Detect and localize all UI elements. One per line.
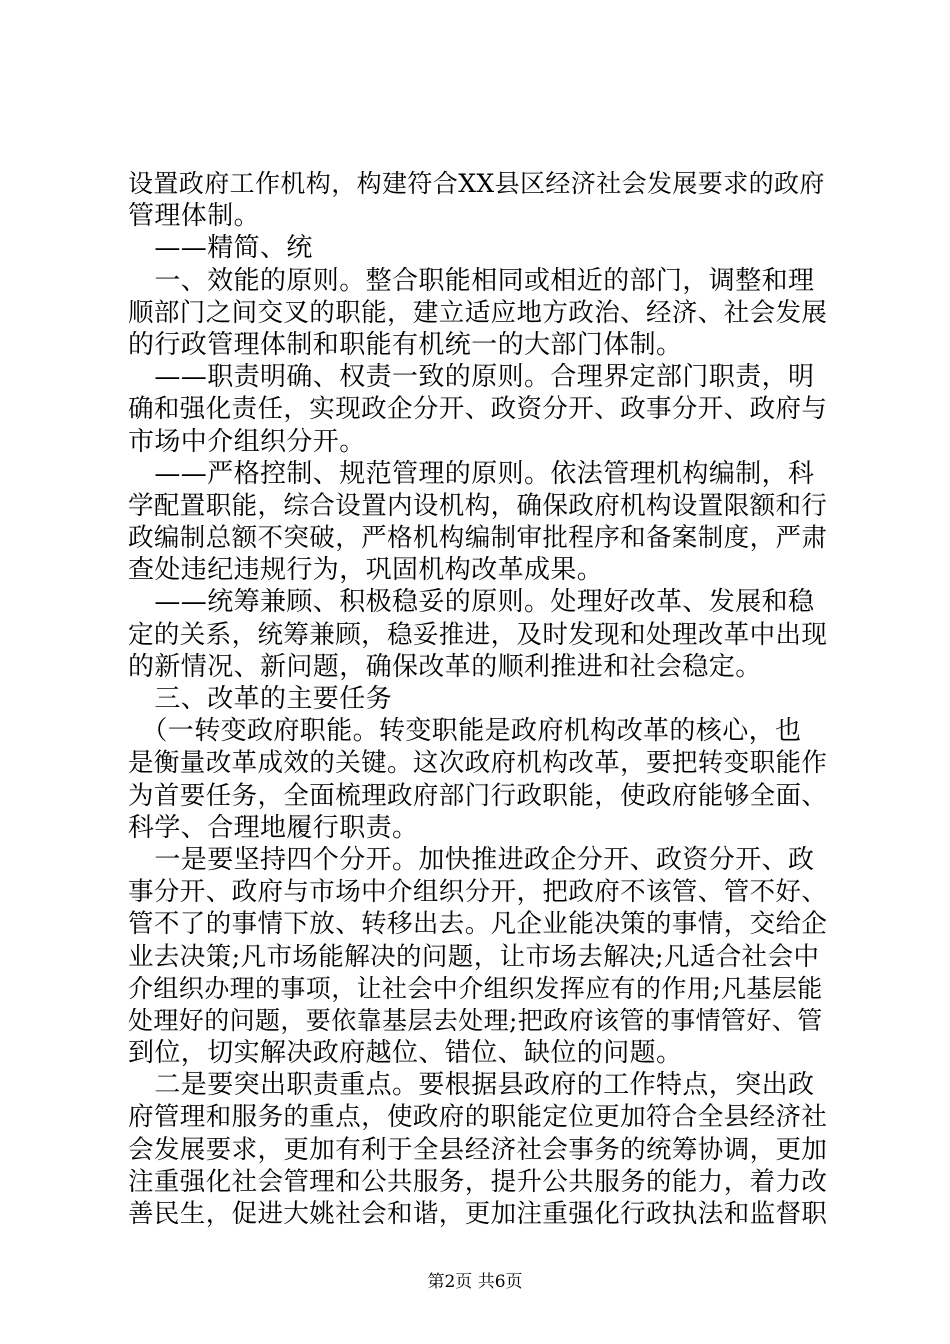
text-line-24: 管不了的事情下放、转移出去。凡企业能决策的事情，交给企 bbox=[128, 909, 828, 940]
text-line-30: 府管理和服务的重点，使政府的职能定位更加符合全县经济社 bbox=[128, 1102, 828, 1133]
text-line-6: 的行政管理体制和职能有机统一的大部门体制。 bbox=[128, 329, 683, 360]
text-line-9: 市场中介组织分开。 bbox=[128, 426, 366, 457]
text-line-16: 的新情况、新问题，确保改革的顺利推进和社会稳定。 bbox=[128, 651, 762, 682]
text-line-5: 顺部门之间交叉的职能，建立适应地方政治、经济、社会发展 bbox=[128, 297, 828, 328]
text-line-21: 科学、合理地履行职责。 bbox=[128, 812, 419, 843]
text-line-32: 注重强化社会管理和公共服务，提升公共服务的能力，着力改 bbox=[128, 1166, 828, 1197]
text-line-19: 是衡量改革成效的关键。这次政府机构改革，要把转变职能作 bbox=[128, 748, 828, 779]
text-line-13: 查处违纪违规行为，巩固机构改革成果。 bbox=[128, 555, 604, 586]
text-line-10: ——严格控制、规范管理的原则。依法管理机构编制，科 bbox=[128, 458, 815, 489]
text-line-8: 确和强化责任，实现政企分开、政资分开、政事分开、政府与 bbox=[128, 394, 828, 425]
text-line-27: 处理好的问题，要依靠基层去处理;把政府该管的事情管好、管 bbox=[128, 1005, 823, 1035]
text-line-11: 学配置职能，综合设置内设机构，确保政府机构设置限额和行 bbox=[128, 490, 828, 521]
text-line-31: 会发展要求，更加有利于全县经济社会事务的统筹协调，更加 bbox=[128, 1134, 828, 1165]
text-line-14: ——统筹兼顾、积极稳妥的原则。处理好改革、发展和稳 bbox=[128, 587, 815, 618]
text-line-25: 业去决策;凡市场能解决的问题，让市场去解决;凡适合社会中 bbox=[128, 941, 820, 972]
text-line-18: （一转变政府职能。转变职能是政府机构改革的核心，也 bbox=[128, 716, 802, 747]
text-line-2: 管理体制。 bbox=[128, 201, 261, 232]
text-line-26: 介组织办理的事项，让社会中介组织发挥应有的作用;凡基层能 bbox=[128, 973, 823, 1003]
document-body bbox=[128, 168, 828, 1230]
text-line-22: 一是要坚持四个分开。加快推进政企分开、政资分开、政 bbox=[128, 844, 815, 875]
text-line-28: 到位，切实解决政府越位、错位、缺位的问题。 bbox=[128, 1038, 683, 1069]
page-number-indicator: 第2页 共6页 bbox=[427, 1272, 523, 1292]
text-line-33: 善民生，促进大姚社会和谐，更加注重强化行政执法和监督职 bbox=[128, 1199, 828, 1229]
text-line-23: 事分开、政府与市场中介组织分开，把政府不该管、管不好、 bbox=[128, 877, 828, 908]
text-line-4: 一、效能的原则。整合职能相同或相近的部门，调整和理 bbox=[128, 265, 815, 296]
text-line-7: ——职责明确、权责一致的原则。合理界定部门职责，明 bbox=[128, 362, 815, 393]
text-line-15: 定的关系，统筹兼顾，稳妥推进，及时发现和处理改革中出现 bbox=[128, 619, 828, 650]
page-footer bbox=[0, 1272, 950, 1292]
text-line-29: 二是要突出职责重点。要根据县政府的工作特点，突出政 bbox=[128, 1070, 815, 1101]
text-line-20: 为首要任务，全面梳理政府部门行政职能，使政府能够全面、 bbox=[128, 780, 828, 811]
text-line-3: ——精简、统 bbox=[128, 233, 313, 264]
text-line-17: 三、改革的主要任务 bbox=[128, 684, 393, 714]
text-line-12: 政编制总额不突破，严格机构编制审批程序和备案制度，严肃 bbox=[128, 523, 828, 554]
text-line-1: 设置政府工作机构，构建符合XX县区经济社会发展要求的政府 bbox=[128, 169, 825, 198]
